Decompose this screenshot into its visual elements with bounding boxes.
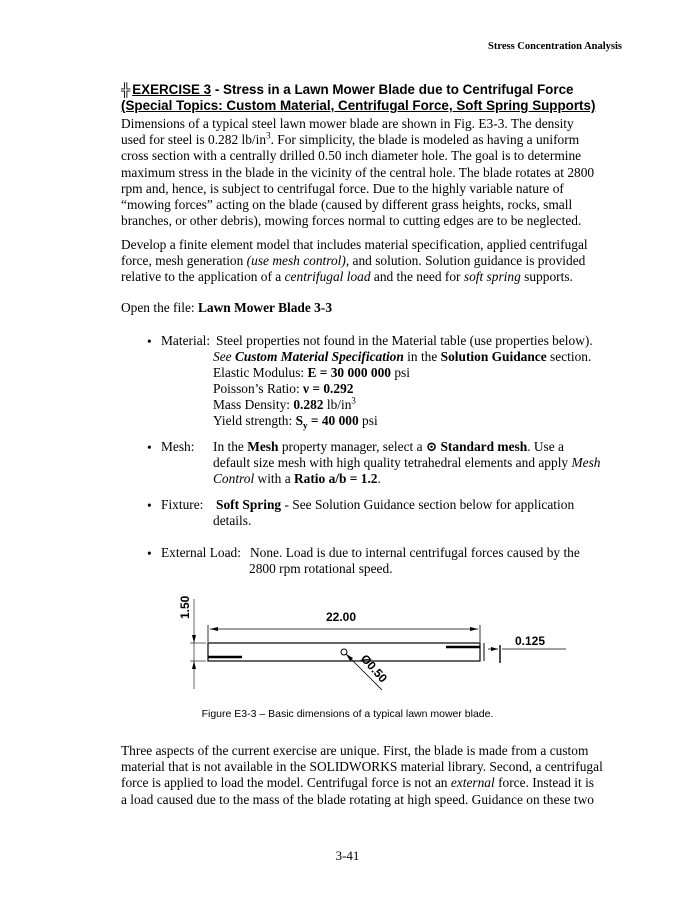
height-dimension-label: 1.50 — [178, 595, 192, 619]
open-file-line: Open the file: Lawn Mower Blade 3-3 — [121, 300, 333, 315]
file-name: Lawn Mower Blade 3-3 — [197, 300, 333, 315]
exercise-marker-icon: ╬ — [121, 82, 131, 97]
exercise-title-text: - Stress in a Lawn Mower Blade due to Centrifugal Force — [211, 82, 574, 97]
thickness-dimension-label: 0.125 — [515, 634, 546, 648]
intro-paragraph-1: Dimensions of a typical steel lawn mower blade are shown in Fig. E3-3. The density used for steel is 0.282 $lb/in^3$. For simplicity, the blade is modeled as having a uniform cross section with a centrally drilled 0.50 inch diameter hole. The goal is to determine maximum stress in the blade in the vicinity of the central hole. The blade rotates at 2800 rpm and, hence, is subject to centrifugal force. Due to the highly variable nature of “mowing forces” acting on the blade (caused by different grass heights, rocks, small branches, or other debris), mowing forces normal to cutting edges are to be neglected. — [121, 116, 595, 229]
exercise-title — [121, 82, 621, 114]
bullet-dot: • — [147, 546, 152, 561]
exercise-subtitle: (Special Topics: Custom Material, Centrifugal Force, Soft Spring Supports) — [121, 98, 596, 113]
radio-selected-icon: ⊙ — [425, 439, 438, 454]
bullet-dot: • — [147, 440, 152, 455]
closing-paragraph: Three aspects of the current exercise are unique. First, the blade is made from a custom material that is not available in the SOLIDWORKS material library. Second, a centrifugal force is applied to load the model. Centrifugal force is not an external force. Instead it is a load caused due to the mass of the blade rotating at high speed. Guidance on these two — [121, 743, 603, 807]
running-header: Stress Concentration Analysis — [488, 41, 622, 52]
length-dimension-label: 22.00 — [326, 610, 357, 624]
blade-dimension-drawing — [160, 585, 580, 703]
hole-dimension-label: Ø0.50 — [357, 651, 391, 686]
figure-caption: Figure E3-3 – Basic dimensions of a typical lawn mower blade. — [201, 708, 494, 720]
blade-outline — [208, 643, 480, 661]
intro-paragraph-2: Develop a finite element model that includes material specification, applied centrifugal force, mesh generation (use mesh control), and solution. Solution guidance is provided relative to the application of a centrifugal load and the need for soft spring supports. — [121, 237, 588, 285]
bullet-dot: • — [147, 498, 152, 513]
bullet-dot: • — [147, 334, 152, 349]
page-number: 3-41 — [335, 848, 360, 863]
exercise-label: EXERCISE 3 — [132, 82, 212, 97]
